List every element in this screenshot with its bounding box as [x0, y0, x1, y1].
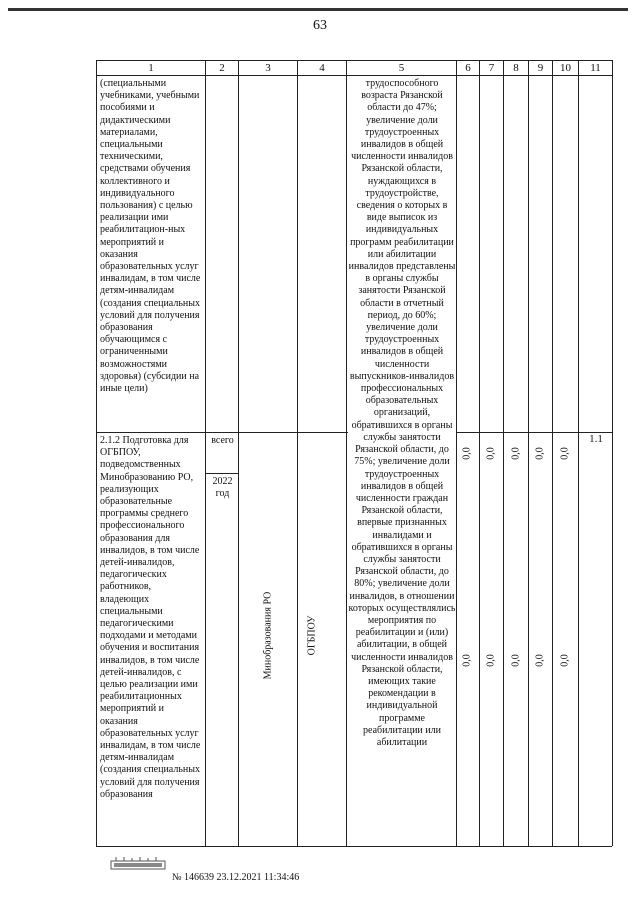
value-2022-col10: 0,0	[559, 654, 571, 667]
header-col-7: 7	[488, 62, 495, 74]
registry-stamp-icon	[110, 855, 166, 871]
page-number: 63	[313, 18, 327, 33]
target-indicators-text: трудоспособного возраста Рязанской области до 47%; увеличение доли трудоустроенных инвалидов в общей численности инвалидов Рязанской области, нуждающихся в трудоустройстве, сведения о которых в виде выписок из индивидуальных программ реабилитации или абилитации инвалидов представлены в органы службы занятости Рязанской области в отчетный период, до 60%; увеличение доли трудоустроенных инвалидов в общей численности выпускников-инвалидов профессиональных образовательных организаций, обратившихся в органы службы занятости Рязанской области, до 75%; увеличение доли трудоустроенных инвалидов в общей численности граждан Рязанской области, впервые признанных инвалидами и обратившихся в органы службы занятости Рязанской области, до 80%; увеличение доли инвалидов, в отношении которых осуществлялись мероприятия по реабилитации и (или) абилитации, в общей численности инвалидов Рязанской области, имеющих такие рекомендации в индивидуальной программе реабилитации или абилитации	[348, 78, 456, 748]
header-col-6: 6	[465, 62, 471, 74]
value-total-col9: 0,0	[534, 447, 546, 460]
header-col-8: 8	[513, 62, 519, 74]
period-total: всего	[211, 435, 234, 446]
measure-text-continued: (специальными учебниками, учебными пособиями и дидактическими материалами, специальными техническими, средствами обучения коллективного и индивидуального пользования) с целью реализации ими реабилитацион-ных мероприятий и оказания образовательных услуг инвалидам, в том числе детям-инвалидам (создания специальных условий для получения образования обучающимся с ограниченными возможностями здоровья) (субсидии на иные цели)	[100, 78, 201, 395]
value-total-col7: 0,0	[485, 447, 497, 460]
event-number: 1.1	[589, 433, 603, 445]
value-total-col6: 0,0	[461, 447, 473, 460]
header-col-9: 9	[537, 62, 544, 74]
document-footer: № 146639 23.12.2021 11:34:46	[172, 872, 300, 883]
responsible-executor: Минобразования РО	[262, 591, 274, 680]
header-col-1: 1	[148, 62, 154, 74]
header-col-11: 11	[590, 62, 601, 74]
header-col-5: 5	[398, 62, 405, 74]
value-total-col10: 0,0	[559, 447, 571, 460]
value-2022-col7: 0,0	[485, 654, 497, 667]
value-total-col8: 0,0	[510, 447, 522, 460]
value-2022-col6: 0,0	[461, 654, 473, 667]
header-col-4: 4	[319, 62, 325, 74]
value-2022-col9: 0,0	[534, 654, 546, 667]
header-col-10: 10	[560, 62, 571, 74]
header-col-2: 2	[219, 62, 225, 74]
value-2022-col8: 0,0	[510, 654, 522, 667]
participant: ОГБПОУ	[306, 615, 318, 656]
measure-2-1-2-text: 2.1.2 Подготовка для ОГБПОУ, подведомственных Минобразованию РО, реализующих образовательные программы среднего профессионального образования для инвалидов, в том числе детей-инвалидов, педагогических работников, владеющих специальными педагогическими подходами и методами обучения и воспитания инвалидов, в том числе детей-инвалидов, с целью реализации ими реабилитационных мероприятий и оказания образовательных услуг инвалидам, в том числе детям-инвалидам (создания специальных условий для получения образования	[100, 435, 201, 800]
period-2022: 2022 год	[212, 476, 233, 500]
header-col-3: 3	[265, 62, 271, 74]
